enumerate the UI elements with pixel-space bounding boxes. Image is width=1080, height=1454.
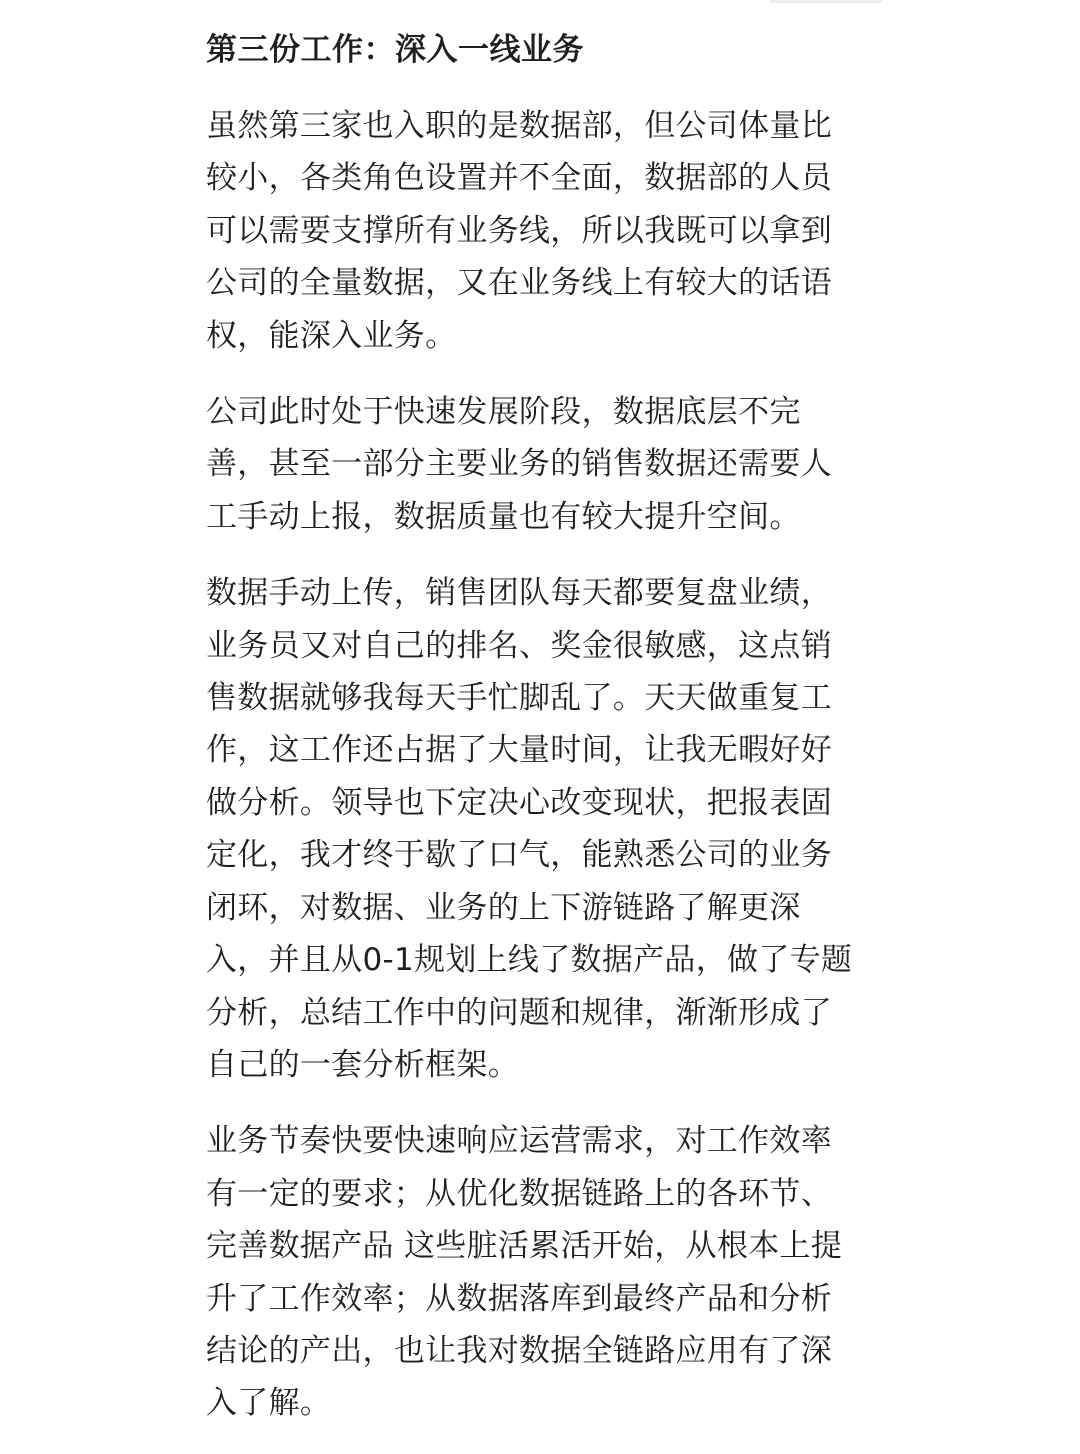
text-line: 闭环，对数据、业务的上下游链路了解更深	[206, 889, 801, 926]
text-line: 售数据就够我每天手忙脚乱了。天天做重复工	[206, 680, 832, 717]
paragraph-2	[206, 386, 866, 543]
text-line: 做分析。领导也下定决心改变现状，把报表固	[206, 784, 832, 821]
text-line: 公司的全量数据，又在业务线上有较大的话语	[206, 265, 832, 302]
text-line: 可以需要支撑所有业务线，所以我既可以拿到	[206, 212, 832, 249]
text-line: 入，并且从0-1规划上线了数据产品，做了专题	[206, 942, 853, 979]
text-line: 虽然第三家也入职的是数据部，但公司体量比	[206, 108, 832, 144]
text-line: 完善数据产品 这些脏活累活开始，从根本上提	[206, 1228, 843, 1265]
top-edge-bar	[770, 0, 882, 3]
text-line: 定化，我才终于歇了口气，能熟悉公司的业务	[206, 837, 832, 874]
text-line: 有一定的要求；从优化数据链路上的各环节、	[206, 1175, 832, 1212]
text-line: 自己的一套分析框架。	[206, 1046, 519, 1083]
text-line: 业务节奏快要快速响应运营需求，对工作效率	[206, 1123, 832, 1160]
text-line: 数据手动上传，销售团队每天都要复盘业绩，	[206, 575, 832, 612]
text-line: 较小，各类角色设置并不全面，数据部的人员	[206, 160, 832, 197]
text-line: 入了解。	[206, 1385, 332, 1422]
text-line: 公司此时处于快速发展阶段，数据底层不完	[206, 394, 801, 431]
text-line: 工手动上报，数据质量也有较大提升空间。	[206, 498, 801, 535]
section-heading: 第三份工作：深入一线业务	[206, 32, 584, 68]
article	[206, 24, 866, 1454]
text-line: 业务员又对自己的排名、奖金很敏感，这点销	[206, 627, 832, 664]
text-line: 升了工作效率；从数据落库到最终产品和分析	[206, 1280, 832, 1317]
paragraph-4	[206, 1115, 866, 1429]
paragraph-1	[206, 100, 866, 362]
paragraph-3	[206, 567, 866, 1091]
text-line: 权，能深入业务。	[206, 317, 457, 354]
text-line: 善，甚至一部分主要业务的销售数据还需要人	[206, 446, 832, 483]
text-line: 结论的产出，也让我对数据全链路应用有了深	[206, 1332, 832, 1369]
text-line: 分析，总结工作中的问题和规律，渐渐形成了	[206, 994, 832, 1031]
text-line: 作，这工作还占据了大量时间，让我无暇好好	[206, 732, 832, 769]
